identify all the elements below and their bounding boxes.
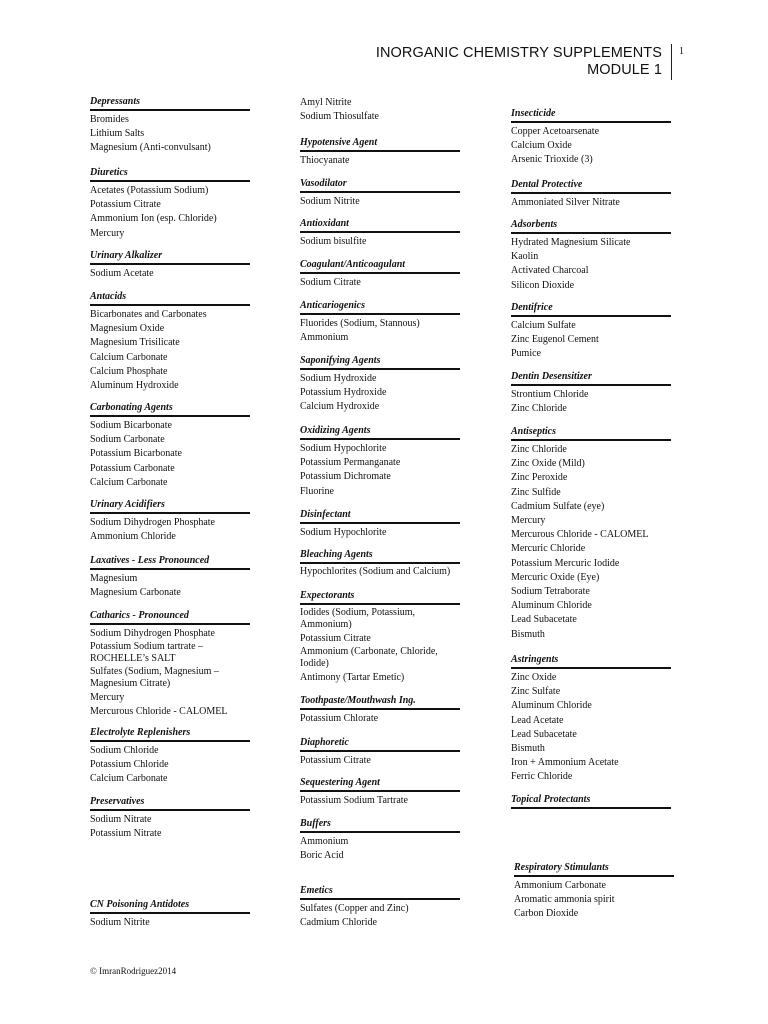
list-item: Sodium Acetate (90, 268, 154, 279)
list-item: Silicon Dioxide (511, 279, 575, 291)
list-item: Sodium Thiosulfate (300, 111, 379, 123)
list-item: Potassium Permanganate (300, 457, 401, 469)
section-depressants (90, 96, 250, 156)
list-item: Ammonium Chloride (90, 531, 176, 543)
header-divider (671, 44, 672, 80)
list-item: Calcium Carbonate (90, 773, 168, 785)
list-item: Strontium Chloride (511, 389, 589, 400)
section-heading: Bleaching Agents (300, 549, 460, 564)
section-continued (300, 96, 460, 124)
list-item: Mercuric Chloride (511, 543, 586, 555)
list-item: Calcium Oxide (511, 140, 572, 152)
list-item: Cadmium Sulfate (eye) (511, 500, 605, 512)
list-item: Bicarbonates and Carbonates (90, 309, 207, 320)
list-item: Cadmium Chloride (300, 917, 377, 929)
section-heading: Depressants (90, 96, 250, 111)
list-item: Aluminum Chloride (511, 700, 592, 712)
section-oxidizing-agents (300, 425, 460, 499)
section-heading: Oxidizing Agents (300, 425, 460, 440)
list-item: Pumice (511, 348, 541, 360)
list-item: Sulfates (Sodium, Magnesium – Magnesium Citrate) (90, 666, 219, 689)
list-item: Sodium Citrate (300, 277, 361, 288)
list-item: Ammonium Carbonate (514, 880, 606, 891)
section-insecticide (511, 108, 671, 168)
section-heading: Disinfectant (300, 509, 460, 524)
section-saponifying-agents (300, 355, 460, 415)
section-coagulant-anticoagulant (300, 259, 460, 290)
section-antiseptics (511, 426, 671, 642)
list-item: Zinc Sulfate (511, 686, 561, 698)
list-item: Mercury (511, 515, 546, 527)
section-diuretics (90, 167, 250, 241)
list-item: Potassium Hydroxide (300, 387, 387, 399)
section-cn-poisoning-antidotes (90, 899, 250, 930)
section-electrolyte-replenishers (90, 727, 250, 787)
list-item: Potassium Chloride (90, 759, 169, 771)
section-adsorbents (511, 219, 671, 293)
list-item: Potassium Carbonate (90, 462, 175, 474)
section-heading: Insecticide (511, 108, 671, 123)
copyright-footer: © ImranRodriguez2014 (90, 966, 177, 976)
list-item: Hydrated Magnesium Silicate (511, 237, 631, 248)
list-item: Bromides (90, 114, 129, 125)
list-item: Antimony (Tartar Emetic) (300, 672, 405, 684)
list-item: Bismuth (511, 743, 545, 755)
document-title: INORGANIC CHEMISTRY SUPPLEMENTS (375, 45, 662, 61)
list-item: Aluminum Hydroxide (90, 380, 179, 392)
list-item: Copper Acetoarsenate (511, 126, 600, 137)
list-item: Calcium Sulfate (511, 320, 576, 331)
section-heading: Preservatives (90, 796, 250, 811)
list-item: Sodium Dihydrogen Phosphate (90, 628, 215, 639)
list-item: Zinc Chloride (511, 403, 567, 415)
section-heading: Vasodilator (300, 178, 460, 193)
list-item: Mercury (90, 692, 125, 704)
list-item: Aromatic ammonia spirit (514, 894, 615, 906)
list-item: Sodium Dihydrogen Phosphate (90, 517, 215, 528)
section-heading: Coagulant/Anticoagulant (300, 259, 460, 274)
list-item: Ammonium (300, 332, 349, 344)
list-item: Potassium Citrate (90, 199, 161, 211)
section-heading: Buffers (300, 818, 460, 833)
list-item: Calcium Carbonate (90, 476, 168, 488)
section-heading: Urinary Acidifiers (90, 499, 250, 514)
list-item: Kaolin (511, 251, 539, 263)
list-item: Fluorine (300, 485, 334, 497)
list-item: Hypochlorites (Sodium and Calcium) (300, 566, 451, 577)
section-bleaching-agents (300, 549, 460, 580)
section-laxatives-less-pronounced (90, 555, 250, 600)
list-item: Zinc Oxide (511, 672, 557, 683)
list-item: Sodium bisulfite (300, 236, 367, 247)
list-item: Thiocyanate (300, 155, 350, 166)
list-item: Sodium Hypochlorite (300, 443, 387, 454)
list-item: Arsenic Trioxide (3) (511, 154, 593, 166)
list-item: Potassium Citrate (300, 755, 371, 766)
list-item: Lead Subacetate (511, 614, 577, 626)
list-item: Magnesium (Anti-convulsant) (90, 142, 211, 154)
list-item: Potassium Mercuric Iodide (511, 557, 620, 569)
list-item: Lead Subacetate (511, 728, 577, 740)
list-item: Ammonium (Carbonate, Chloride, Iodide) (300, 646, 438, 669)
section-heading: Anticariogenics (300, 300, 460, 315)
list-item: Calcium Hydroxide (300, 401, 380, 413)
list-item: Sodium Tetraborate (511, 586, 590, 598)
list-item: Lithium Salts (90, 128, 145, 140)
section-preservatives (90, 796, 250, 841)
section-heading: Respiratory Stimulants (514, 862, 674, 877)
list-item: Sulfates (Copper and Zinc) (300, 903, 409, 914)
section-heading: CN Poisoning Antidotes (90, 899, 250, 914)
list-item: Magnesium Oxide (90, 323, 165, 335)
section-heading: Electrolyte Replenishers (90, 727, 250, 742)
section-heading: Dental Protective (511, 179, 671, 194)
section-dentin-desensitizer (511, 371, 671, 416)
list-item: Mercuric Oxide (Eye) (511, 571, 600, 583)
list-item: Ammonium Ion (esp. Chloride) (90, 213, 217, 225)
list-item: Sodium Chloride (90, 745, 159, 756)
list-item: Iodides (Sodium, Potassium, Ammonium) (300, 607, 416, 630)
list-item: Zinc Chloride (511, 444, 567, 455)
section-heading: Dentin Desensitizer (511, 371, 671, 386)
list-item: Sodium Carbonate (90, 434, 165, 446)
list-item: Magnesium Trisilicate (90, 337, 180, 349)
section-heading: Astringents (511, 654, 671, 669)
list-item: Mercurous Chloride - CALOMEL (90, 706, 228, 718)
list-item: Calcium Phosphate (90, 365, 168, 377)
section-heading: Antioxidant (300, 218, 460, 233)
list-item: Acetates (Potassium Sodium) (90, 185, 209, 196)
list-item: Magnesium Carbonate (90, 587, 181, 599)
list-item: Iron + Ammonium Acetate (511, 757, 619, 769)
list-item: Sodium Nitrate (90, 814, 152, 825)
list-item: Ferric Chloride (511, 771, 573, 783)
section-emetics (300, 885, 460, 930)
page-header (376, 45, 668, 79)
section-heading: Saponifying Agents (300, 355, 460, 370)
list-item: Sodium Nitrite (300, 196, 360, 207)
list-item: Ammonium (300, 836, 349, 847)
list-item: Potassium Nitrate (90, 828, 162, 840)
section-heading: Diaphoretic (300, 737, 460, 752)
section-heading: Laxatives - Less Pronounced (90, 555, 250, 570)
section-heading: Topical Protectants (511, 794, 671, 809)
list-item: Potassium Dichromate (300, 471, 391, 483)
section-urinary-acidifiers (90, 499, 250, 544)
module-label: MODULE 1 (587, 62, 662, 78)
list-item: Potassium Citrate (300, 633, 371, 644)
list-item: Zinc Oxide (Mild) (511, 458, 585, 470)
section-dental-protective (511, 179, 671, 210)
section-antacids (90, 291, 250, 393)
list-item: Boric Acid (300, 850, 344, 862)
list-item: Sodium Nitrite (90, 917, 150, 928)
list-item: Bismuth (511, 628, 545, 640)
section-antioxidant (300, 218, 460, 249)
list-item: Lead Acetate (511, 714, 564, 726)
section-respiratory-stimulants (514, 862, 674, 922)
page-number: 1 (679, 46, 684, 57)
section-urinary-alkalizer (90, 250, 250, 281)
section-heading: Emetics (300, 885, 460, 900)
list-item: Mercury (90, 227, 125, 239)
section-heading: Expectorants (300, 590, 460, 605)
list-item: Zinc Eugenol Cement (511, 334, 599, 346)
section-heading: Adsorbents (511, 219, 671, 234)
list-item: Sodium Hypochlorite (300, 527, 387, 538)
section-astringents (511, 654, 671, 785)
section-anticariogenics (300, 300, 460, 345)
section-hypotensive-agent (300, 137, 460, 168)
section-dentifrice (511, 302, 671, 362)
list-item: Amyl Nitrite (300, 97, 352, 108)
section-heading: Sequestering Agent (300, 777, 460, 792)
section-heading: Toothpaste/Mouthwash Ing. (300, 695, 460, 710)
section-heading: Dentifrice (511, 302, 671, 317)
section-toothpaste-mouthwash-ing (300, 695, 460, 726)
list-item: Aluminum Chloride (511, 600, 592, 612)
list-item: Zinc Peroxide (511, 472, 568, 484)
section-sequestering-agent (300, 777, 460, 808)
section-diaphoretic (300, 737, 460, 768)
list-item: Mercurous Chloride - CALOMEL (511, 529, 649, 541)
list-item: Potassium Sodium Tartrate (300, 795, 408, 806)
section-heading: Hypotensive Agent (300, 137, 460, 152)
list-item: Carbon Dioxide (514, 908, 579, 920)
list-item: Fluorides (Sodium, Stannous) (300, 318, 420, 329)
section-heading: Antiseptics (511, 426, 671, 441)
section-heading: Urinary Alkalizer (90, 250, 250, 265)
section-heading: Diuretics (90, 167, 250, 182)
section-topical-protectants (511, 794, 671, 811)
section-vasodilator (300, 178, 460, 209)
section-heading: Antacids (90, 291, 250, 306)
section-catharics-pronounced (90, 610, 250, 720)
list-item: Potassium Sodium tartrate – ROCHELLE’s SALT (90, 641, 204, 664)
section-heading: Carbonating Agents (90, 402, 250, 417)
section-expectorants (300, 590, 460, 685)
list-item: Potassium Bicarbonate (90, 448, 182, 460)
list-item: Calcium Carbonate (90, 351, 168, 363)
list-item: Sodium Bicarbonate (90, 420, 172, 431)
list-item: Magnesium (90, 573, 138, 584)
section-buffers (300, 818, 460, 863)
section-carbonating-agents (90, 402, 250, 490)
list-item: Ammoniated Silver Nitrate (511, 197, 620, 208)
list-item: Potassium Chlorate (300, 713, 379, 724)
section-heading: Catharics - Pronounced (90, 610, 250, 625)
section-disinfectant (300, 509, 460, 540)
list-item: Activated Charcoal (511, 265, 589, 277)
list-item: Sodium Hydroxide (300, 373, 377, 384)
list-item: Zinc Sulfide (511, 486, 561, 498)
